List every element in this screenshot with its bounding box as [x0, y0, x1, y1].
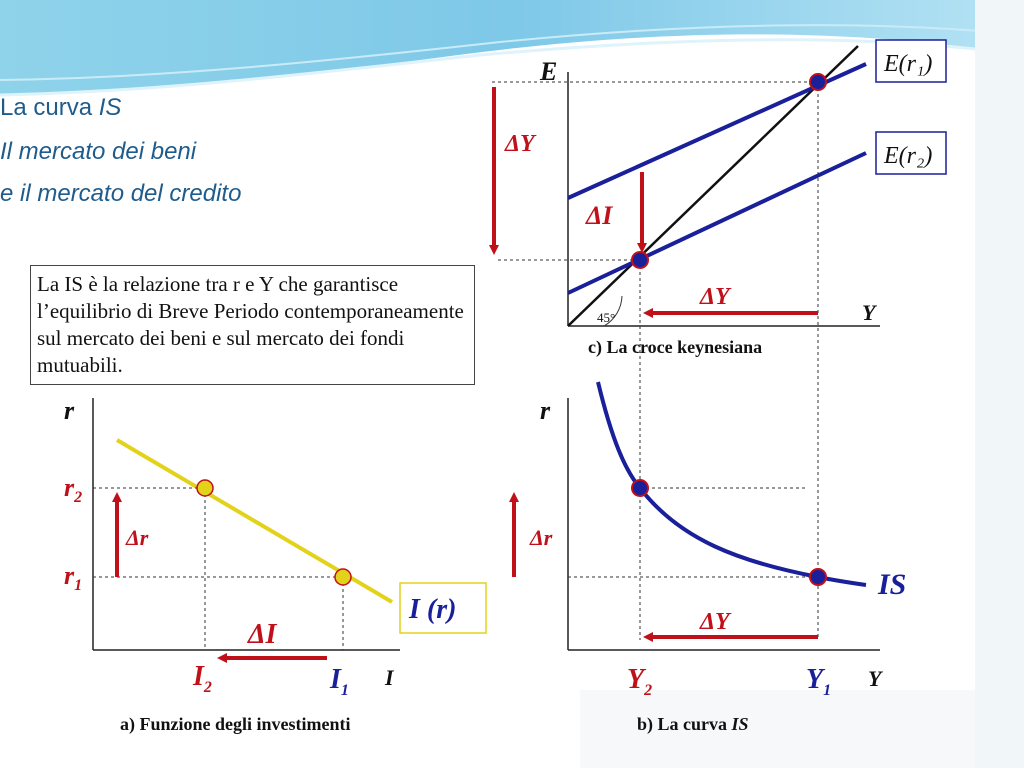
label-i2: $I_2$: [193, 661, 212, 696]
title-prefix: La curva: [0, 94, 99, 121]
panel-b-axis-r: r: [540, 396, 551, 425]
caption-investment-function: a) Funzione degli investimenti: [120, 714, 351, 734]
label-delta-y-b: ΔY: [700, 609, 730, 635]
label-e-r1: E(r₁): [884, 51, 933, 77]
is-point-1: [810, 569, 826, 585]
caption-is-curve: [637, 714, 749, 735]
label-delta-r-b: Δr: [530, 525, 553, 550]
panel-b-axis-y: Y: [868, 666, 882, 691]
panel-is-curve: [514, 382, 906, 699]
label-delta-i: ΔI: [586, 201, 613, 230]
line-e-r2: [568, 153, 866, 293]
label-delta-y-vertical: ΔY: [505, 131, 535, 157]
label-delta-r-a: Δr: [126, 525, 149, 550]
label-e-r2: E(r₂): [884, 143, 933, 169]
equilibrium-point-1: [810, 74, 826, 90]
panel-c-axis-e: E: [540, 57, 558, 86]
caption-is-italic: IS: [731, 714, 749, 734]
label-r2-a: $r_2$: [64, 473, 83, 506]
panel-investment-function: [64, 396, 486, 699]
caption-keynesian-cross: c) La croce keynesiana: [588, 337, 763, 357]
panel-c-axis-y: Y: [862, 300, 876, 325]
title-is: IS: [98, 94, 122, 121]
equilibrium-point-2: [632, 252, 648, 268]
panel-a-axis-i: I: [385, 665, 394, 690]
label-delta-i-a: ΔI: [248, 619, 277, 650]
investment-point-1: [335, 569, 351, 585]
title-line-3: e il mercato del credito: [0, 180, 242, 207]
definition-box: La IS è la relazione tra r e Y che garantisce l’equilibrio di Breve Periodo contemporaneamente sul mercato dei beni e sul mercato dei fondi mutuabili.: [30, 265, 475, 385]
investment-point-2: [197, 480, 213, 496]
panel-a-axis-r: r: [64, 396, 75, 425]
label-y2: $Y_2$: [627, 664, 653, 699]
label-r1-a: $r_1$: [64, 561, 83, 594]
label-i-r: I (r): [409, 594, 457, 625]
title-line-2: Il mercato dei beni: [0, 138, 197, 165]
caption-is-prefix: b) La curva: [637, 714, 732, 734]
label-delta-y-horizontal: ΔY: [700, 284, 730, 310]
is-point-2: [632, 480, 648, 496]
label-y1: $Y_1$: [806, 664, 832, 699]
label-is: IS: [878, 568, 907, 601]
label-i1: $I_1$: [330, 664, 349, 699]
angle-label: 45°: [597, 310, 616, 325]
